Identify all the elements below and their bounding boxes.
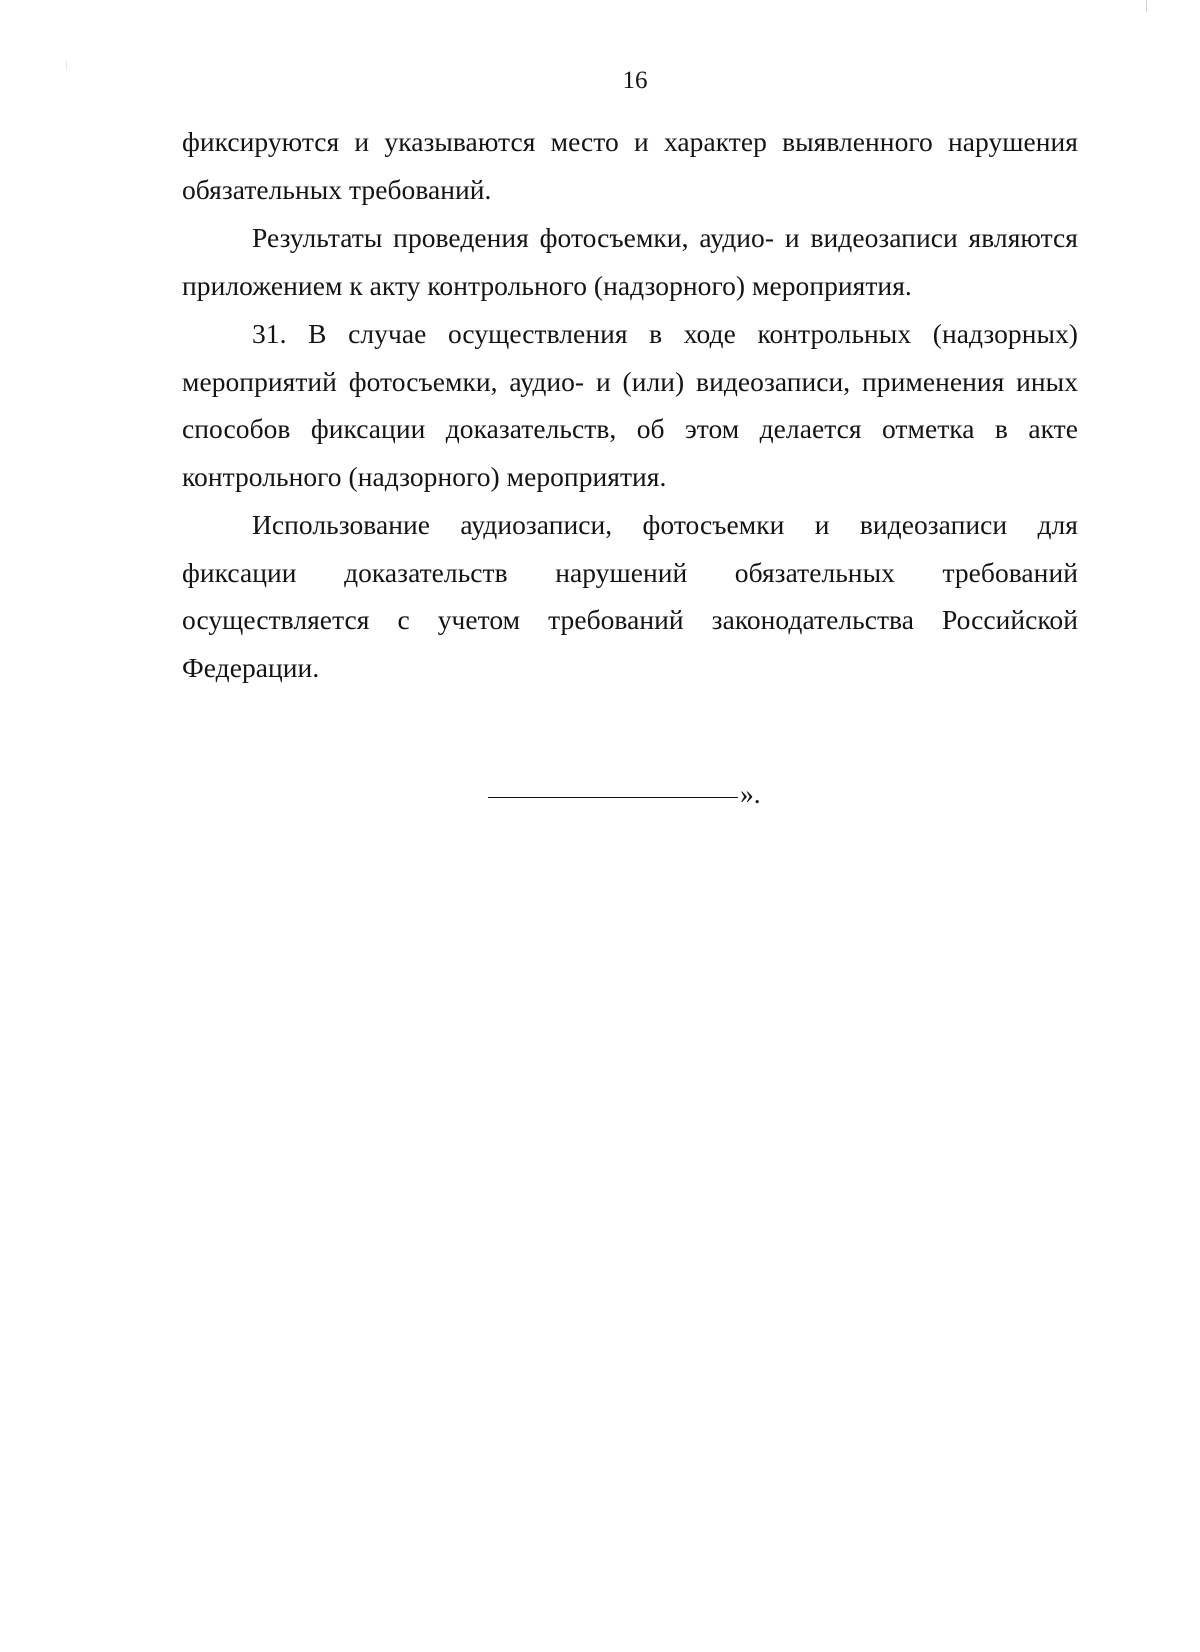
document-body bbox=[182, 118, 1078, 691]
paragraph-continuation: фиксируются и указываются место и характер выявленного нарушения обязательных требований. bbox=[182, 126, 1078, 205]
paragraph-results: Результаты проведения фотосъемки, аудио- и видеозаписи являются приложением к акту контрольного (надзорного) мероприятия. bbox=[182, 222, 1078, 301]
page-number: 16 bbox=[622, 67, 648, 94]
paragraph-item-31: 31. В случае осуществления в ходе контрольных (надзорных) мероприятий фотосъемки, аудио- и (или) видеозаписи, применения иных способов фиксации доказательств, об этом делается отметка в акте контрольного (надзорного) мероприятия. bbox=[182, 318, 1078, 492]
closing-rule bbox=[488, 797, 738, 798]
closing-line bbox=[488, 774, 761, 814]
scan-mark bbox=[1146, 0, 1147, 12]
paragraph-usage: Использование аудиозаписи, фотосъемки и видеозаписи для фиксации доказательств нарушений обязательных требований осуществляется с учетом требований законодательства Российской Федерации. bbox=[182, 509, 1078, 683]
closing-quote: ». bbox=[740, 778, 761, 809]
